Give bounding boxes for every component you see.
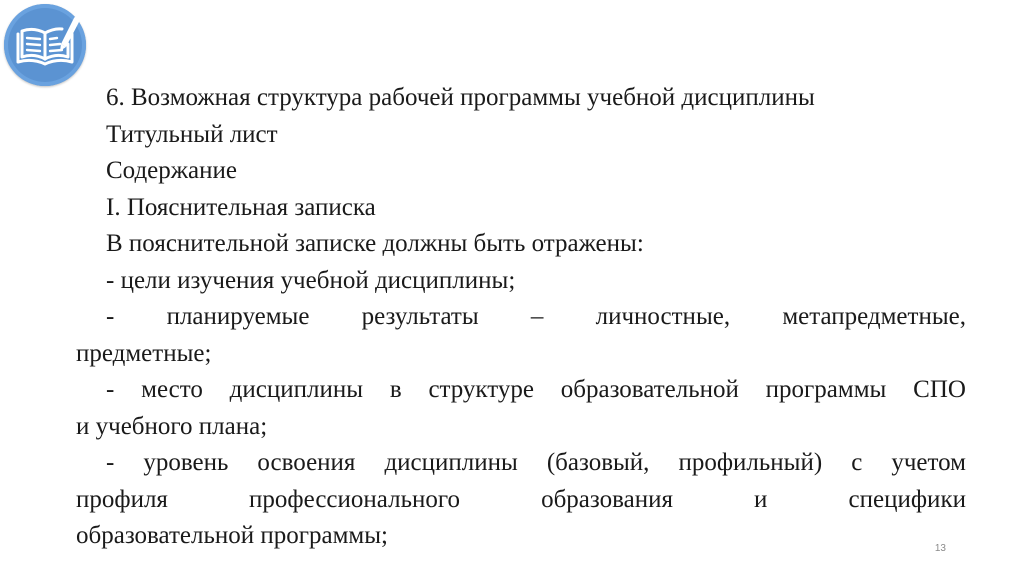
bullet-level-line-3: образовательной программы; bbox=[76, 522, 388, 549]
open-book-with-pen-icon bbox=[4, 4, 86, 86]
document-body bbox=[76, 80, 966, 555]
bullet-results-line-1: - планируемые результаты – личностные, метапредметные, bbox=[106, 303, 966, 330]
page-number: 13 bbox=[934, 543, 946, 554]
bullet-level-line-1: - уровень освоения дисциплины (базовый, профильный) с учетом bbox=[106, 449, 966, 476]
bullet-place-line-2: и учебного плана; bbox=[76, 412, 268, 440]
bullet-place-line-1: - место дисциплины в структуре образовательной программы СПО bbox=[106, 376, 966, 403]
intro-text: В пояснительной записке должны быть отражены: bbox=[106, 230, 644, 257]
list-item-title-page: Титульный лист bbox=[106, 120, 278, 148]
bullet-level-line-2: профиля профессионального образования и специфики bbox=[76, 485, 966, 513]
list-item-explanatory-note: I. Пояснительная записка bbox=[106, 193, 376, 221]
list-item-contents: Содержание bbox=[106, 157, 237, 184]
section-heading: 6. Возможная структура рабочей программы учебной дисциплины bbox=[106, 84, 815, 111]
bullet-results-line-2: предметные; bbox=[76, 339, 212, 367]
bullet-goals: - цели изучения учебной дисциплины; bbox=[106, 266, 516, 294]
logo bbox=[4, 4, 86, 86]
